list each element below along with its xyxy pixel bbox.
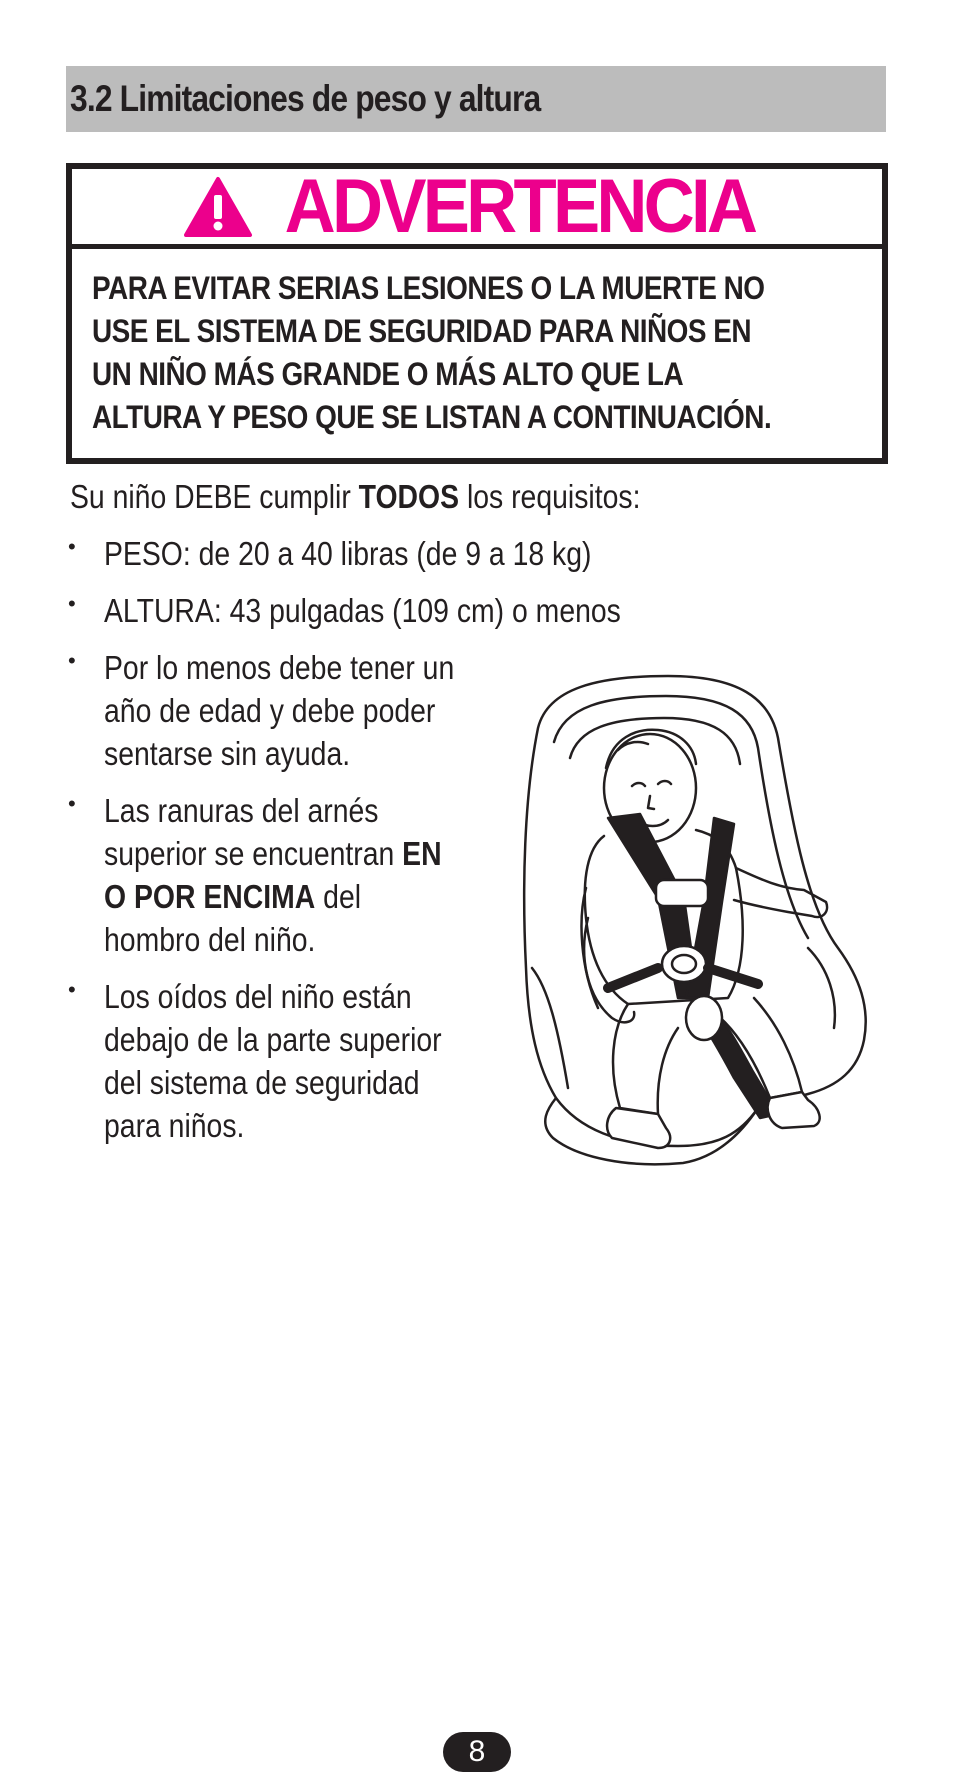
requirement-text [104,589,637,632]
intro-text: Su niño DEBE cumplir [70,478,359,515]
intro-text-end: los requisitos: [459,478,641,515]
requirement-item [66,589,666,632]
requirement-text-part: Los oídos del niño están debajo de la parte superior del sistema de seguridad para niños. [104,978,442,1144]
warning-triangle-icon [183,176,253,238]
requirement-text-part: del hombro del niño. [104,878,362,958]
warning-line: ALTURA Y PESO QUE SE LISTAN A CONTINUACIÓN. [92,399,772,435]
intro-emphasis: TODOS [358,478,460,515]
bullet-icon: • [68,534,76,559]
section-title: 3.2 Limitaciones de peso y altura [70,78,541,119]
requirement-text-part: Por lo menos debe tener un año de edad y debe poder sentarse sin ayuda. [104,649,455,772]
requirement-emphasis: EN O POR ENCIMA [104,835,442,915]
requirements-intro [70,478,640,516]
requirement-text [104,532,637,575]
warning-title: ADVERTENCIA [284,163,754,249]
section-header [66,66,886,132]
bullet-icon: • [68,977,76,1002]
requirement-item [66,532,666,575]
page-number: 8 [443,1732,511,1772]
bullet-icon: • [68,791,76,816]
bullet-icon: • [68,648,76,673]
requirement-text-part: ALTURA: 43 pulgadas (109 cm) o menos [104,592,621,629]
warning-text [72,249,882,439]
child-in-car-seat-illustration [508,668,888,1188]
warning-line: UN NIÑO MÁS GRANDE O MÁS ALTO QUE LA [92,356,684,392]
warning-box [66,163,888,464]
warning-line: PARA EVITAR SERIAS LESIONES O LA MUERTE NO [92,270,765,306]
bullet-icon: • [68,591,76,616]
warning-line: USE EL SISTEMA DE SEGURIDAD PARA NIÑOS EN [92,313,752,349]
warning-header [72,163,882,249]
requirement-text-part: Las ranuras del arnés superior se encuentran [104,792,395,872]
requirement-text-part: PESO: de 20 a 40 libras (de 9 a 18 kg) [104,535,592,572]
